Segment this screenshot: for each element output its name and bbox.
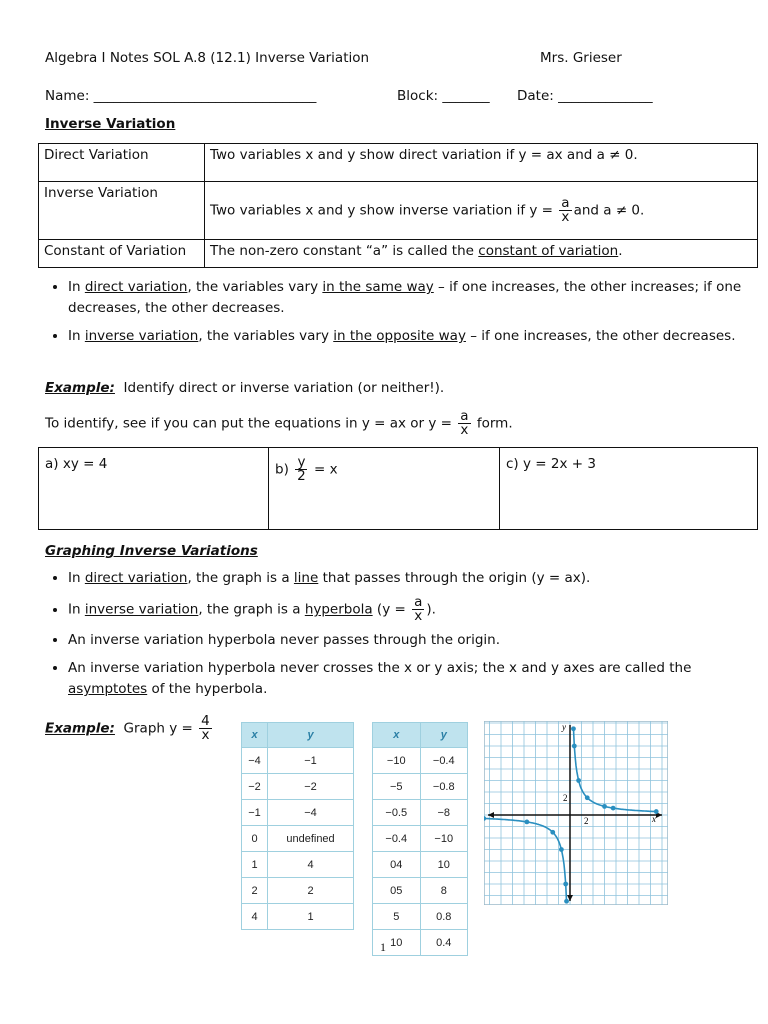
header-x: x xyxy=(242,723,268,748)
cell-y: −8 xyxy=(420,800,468,826)
cell-x: 10 xyxy=(373,930,421,956)
example2-heading: Example: Graph y = $\frac{4}{x}$ xyxy=(45,713,210,743)
hyperbola-graph xyxy=(484,721,668,905)
table-row xyxy=(242,748,354,774)
def-cell: The non-zero constant “a” is called the constant of variation. xyxy=(205,240,758,268)
fraction: $\frac{a}{x}$ xyxy=(561,195,570,225)
list-item: • An inverse variation hyperbola never crosses the x or y axis; the x and y axes are called the asymptotes of the hyperbola. xyxy=(68,658,748,700)
graphing-title: Graphing Inverse Variations xyxy=(45,543,258,559)
cell-y: 4 xyxy=(268,852,354,878)
table-row xyxy=(242,826,354,852)
table-row xyxy=(242,904,354,930)
def-text: and a ≠ 0. xyxy=(573,202,645,219)
problem-a: a) xy = 4 xyxy=(39,448,269,530)
block-field: Block: _______ xyxy=(397,88,490,104)
x-axis-label: x xyxy=(652,814,656,824)
graph-point xyxy=(563,882,568,887)
cell-x: 05 xyxy=(373,878,421,904)
doc-title: Algebra I Notes SOL A.8 (12.1) Inverse Variation xyxy=(45,50,370,66)
date-field: Date: ______________ xyxy=(517,88,653,104)
problem-c: c) y = 2x + 3 xyxy=(500,448,758,530)
def-text: Two variables x and y show inverse variation if y = xyxy=(210,202,553,219)
graph-point xyxy=(611,806,616,811)
page-number: 1 xyxy=(380,940,386,954)
term-cell: Constant of Variation xyxy=(39,240,205,268)
example-heading: Example: Identify direct or inverse variation (or neither!). xyxy=(45,380,445,396)
values-table-2 xyxy=(372,722,468,956)
table-row xyxy=(373,878,468,904)
cell-x: −0.5 xyxy=(373,800,421,826)
cell-y: 1 xyxy=(268,904,354,930)
def-cell: Two variables x and y show direct variation if y = ax and a ≠ 0. xyxy=(205,144,758,182)
values-table-1 xyxy=(241,722,354,930)
graph-point xyxy=(571,726,576,731)
underlined-term: constant of variation xyxy=(478,243,619,259)
table-row xyxy=(242,774,354,800)
graphing-bullets xyxy=(48,568,748,707)
cell-y: −10 xyxy=(420,826,468,852)
cell-x: 2 xyxy=(242,878,268,904)
table-row xyxy=(373,852,468,878)
cell-x: 5 xyxy=(373,904,421,930)
header-x: x xyxy=(373,723,421,748)
table-header-row xyxy=(373,723,468,748)
list-item: • In inverse variation, the variables vary in the opposite way – if one increases, the other decreases. xyxy=(68,326,748,347)
table-row xyxy=(373,904,468,930)
table-row xyxy=(373,826,468,852)
table-row xyxy=(373,748,468,774)
graph-point xyxy=(559,847,564,852)
x-tick-label: 2 xyxy=(584,816,589,826)
name-field: Name: _________________________________ xyxy=(45,88,317,104)
cell-y: 8 xyxy=(420,878,468,904)
cell-y: 0.4 xyxy=(420,930,468,956)
cell-y: −1 xyxy=(268,748,354,774)
identify-instruction: To identify, see if you can put the equations in y = ax or y = $\frac{a}{x}$ form. xyxy=(45,408,513,438)
graph-point xyxy=(654,809,659,814)
cell-x: 4 xyxy=(242,904,268,930)
table-row xyxy=(373,774,468,800)
header-y: y xyxy=(420,723,468,748)
table-row xyxy=(242,800,354,826)
example-problems-table xyxy=(38,447,758,530)
table-body xyxy=(242,748,354,930)
cell-y: 0.8 xyxy=(420,904,468,930)
cell-y: 2 xyxy=(268,878,354,904)
cell-x: 04 xyxy=(373,852,421,878)
y-tick-label: 2 xyxy=(563,793,568,803)
cell-x: −1 xyxy=(242,800,268,826)
term-cell: Inverse Variation xyxy=(39,182,205,240)
graph-point xyxy=(524,820,529,825)
section-title: Inverse Variation xyxy=(45,116,176,132)
table-row xyxy=(242,878,354,904)
cell-x: −4 xyxy=(242,748,268,774)
cell-x: 0 xyxy=(242,826,268,852)
variation-bullets xyxy=(48,277,748,354)
table-body xyxy=(373,748,468,956)
list-item: • In inverse variation, the graph is a hyperbola (y = $\frac{a}{x}$ ). xyxy=(68,596,748,623)
list-item: • In direct variation, the graph is a line that passes through the origin (y = ax). xyxy=(68,568,748,589)
table-row xyxy=(39,448,758,530)
problem-b: b) $\frac{y}{2}$ = x xyxy=(269,448,500,530)
cell-x: −2 xyxy=(242,774,268,800)
list-item: • In direct variation, the variables vary in the same way – if one increases, the other increases; if one decreases, the other decreases. xyxy=(68,277,748,319)
graph-point xyxy=(572,744,577,749)
cell-y: 10 xyxy=(420,852,468,878)
table-row xyxy=(39,182,758,240)
table-row xyxy=(39,144,758,182)
table-row xyxy=(242,852,354,878)
cell-x: −5 xyxy=(373,774,421,800)
list-item: • An inverse variation hyperbola never passes through the origin. xyxy=(68,630,748,651)
table-row xyxy=(373,930,468,956)
cell-y: −0.4 xyxy=(420,748,468,774)
teacher-name: Mrs. Grieser xyxy=(540,50,622,66)
header-y: y xyxy=(268,723,354,748)
cell-y: −2 xyxy=(268,774,354,800)
graph-point xyxy=(550,830,555,835)
table-row xyxy=(373,800,468,826)
cell-y: −0.8 xyxy=(420,774,468,800)
definitions-table xyxy=(38,143,758,268)
cell-y: −4 xyxy=(268,800,354,826)
graph-point xyxy=(585,795,590,800)
table-row xyxy=(39,240,758,268)
cell-x: −0.4 xyxy=(373,826,421,852)
def-cell xyxy=(205,182,758,240)
table-header-row xyxy=(242,723,354,748)
graph-point xyxy=(576,778,581,783)
cell-y: undefined xyxy=(268,826,354,852)
graph-point xyxy=(564,899,569,904)
y-axis-label: y xyxy=(562,722,566,732)
cell-x: −10 xyxy=(373,748,421,774)
cell-x: 1 xyxy=(242,852,268,878)
graph-point xyxy=(602,804,607,809)
term-cell: Direct Variation xyxy=(39,144,205,182)
